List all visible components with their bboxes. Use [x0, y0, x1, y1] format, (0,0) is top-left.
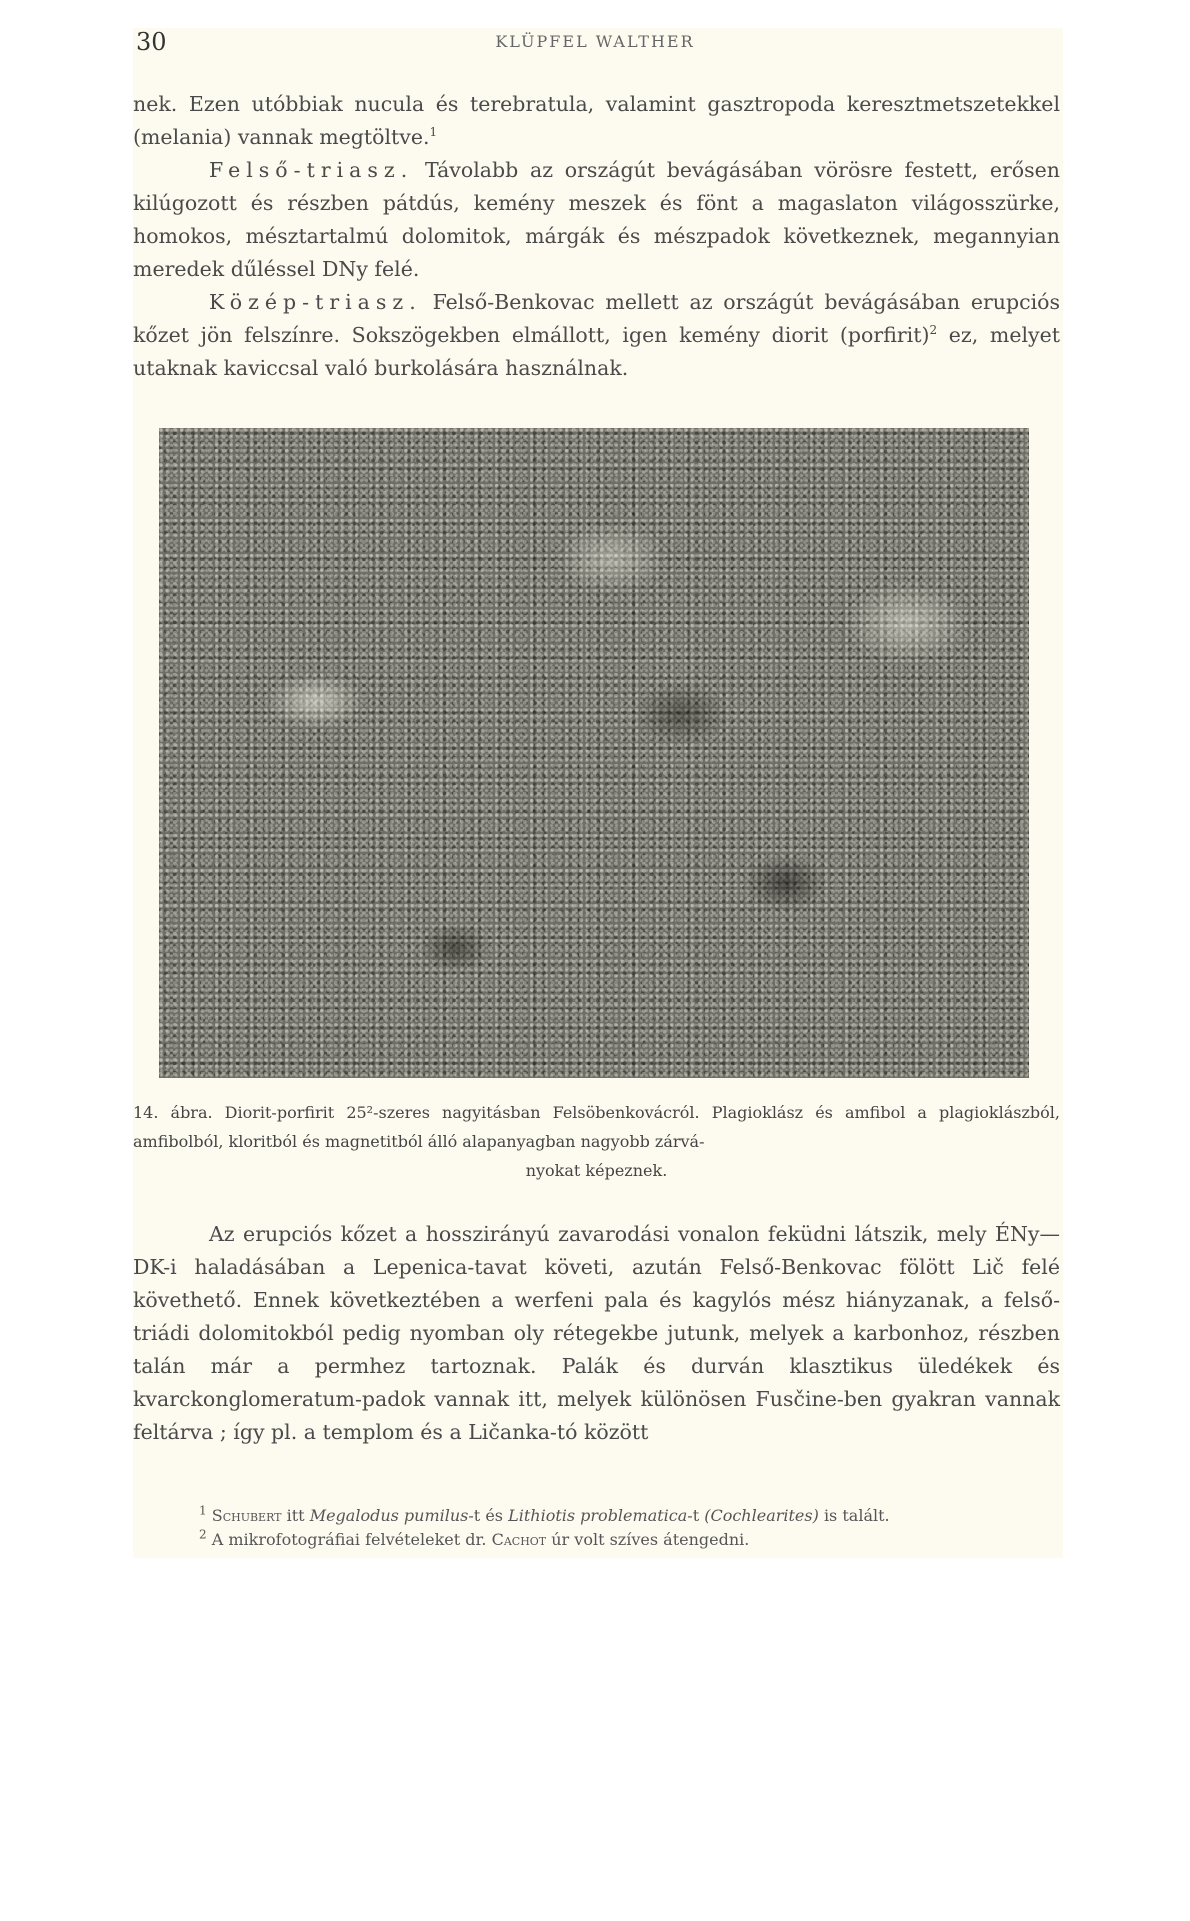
- footnote-2-name: Cachot: [491, 1530, 547, 1549]
- paragraph-felso-triasz-text: Távolabb az országút bevágásában vörösre festett, erősen kilúgozott és részben pátdús, kemény meszek és fönt a magaslaton világosszürke, homokos, mésztartalmú dolomitok, márgák és mészpadok következnek, megannyian meredek dűléssel DNy felé.: [133, 158, 1060, 281]
- footnote-1-text-b: -t és: [468, 1506, 503, 1525]
- footnote-2-text-a: A mikrofotográfiai felvételeket dr.: [211, 1530, 487, 1549]
- section-heading-felso-triasz: Felső-triasz.: [209, 158, 414, 182]
- paragraph-kozep-triasz-text-end: ez, melyet utaknak kaviccsal való burkolására használnak.: [133, 323, 1060, 380]
- footnote-1-text-a: itt: [286, 1506, 305, 1525]
- text-block-bottom: [133, 1218, 1060, 1449]
- footnote-1: [133, 1504, 1060, 1528]
- text-block-top: [133, 88, 1060, 385]
- footnote-ref-1[interactable]: 1: [429, 125, 438, 140]
- footnotes: [133, 1504, 1060, 1552]
- paragraph-kozep-triasz-text: Felső-Benkovac mellett az országút bevágásában erupciós kőzet jön felszínre. Sokszögekben elmállott, igen kemény diorit (porfirit): [133, 290, 1060, 347]
- page-number: 30: [136, 28, 167, 56]
- paragraph-intro: [133, 88, 1060, 154]
- paragraph-intro-text: nek. Ezen utóbbiak nucula és terebratula, valamint gasztropoda keresztmetszetekkel (melania) vannak megtöltve.: [133, 92, 1060, 149]
- footnote-1-taxon-a: Megalodus pumilus: [309, 1506, 469, 1525]
- micrograph-image: [159, 428, 1029, 1078]
- footnote-1-taxon-c: (Cochlearites): [704, 1506, 819, 1525]
- footnote-1-text-d: is talált.: [823, 1506, 890, 1525]
- figure-caption-end: nyokat képeznek.: [525, 1161, 668, 1180]
- figure-caption-text: 14. ábra. Diorit-porfirit 25²-szeres nagyitásban Felsöbenkovácról. Plagioklász és amfibol a plagioklászból, amfibolból, kloritból és magnetitból álló alapanyagban nagyobb zárvá-: [133, 1103, 1060, 1151]
- footnote-2-mark: 2: [199, 1527, 207, 1542]
- footnote-1-mark: 1: [199, 1503, 207, 1518]
- footnote-ref-2[interactable]: 2: [929, 323, 938, 338]
- figure-caption: [133, 1098, 1060, 1185]
- paragraph-felso-triasz: [133, 154, 1060, 286]
- section-heading-kozep-triasz: Közép-triasz.: [209, 290, 422, 314]
- paragraph-erupcios: Az erupciós kőzet a hosszirányú zavarodási vonalon feküdni látszik, mely ÉNy—DK-i haladásában a Lepenica-tavat követi, azután Felső-Benkovac fölött Lič felé követhető. Ennek következtében a werfeni pala és kagylós mész hiányzanak, a felső-triádi dolomitokból pedig nyomban oly rétegekbe jutunk, melyek a karbonhoz, részben talán már a permhez tartoznak. Palák és durván klasztikus üledékek és kvarckonglomeratum-padok vannak itt, melyek különösen Fusčine-ben gyakran vannak feltárva ; így pl. a templom és a Ličanka-tó között: [133, 1222, 1060, 1444]
- paragraph-kozep-triasz: [133, 286, 1060, 385]
- footnote-1-author: Schubert: [211, 1506, 282, 1525]
- footnote-2: [133, 1528, 1060, 1552]
- footnote-1-taxon-b: Lithiotis problematica: [508, 1506, 688, 1525]
- running-head: KLÜPFEL WALTHER: [495, 32, 695, 51]
- footnote-2-text-b: úr volt szíves átengedni.: [551, 1530, 750, 1549]
- footnote-1-text-c: -t: [687, 1506, 700, 1525]
